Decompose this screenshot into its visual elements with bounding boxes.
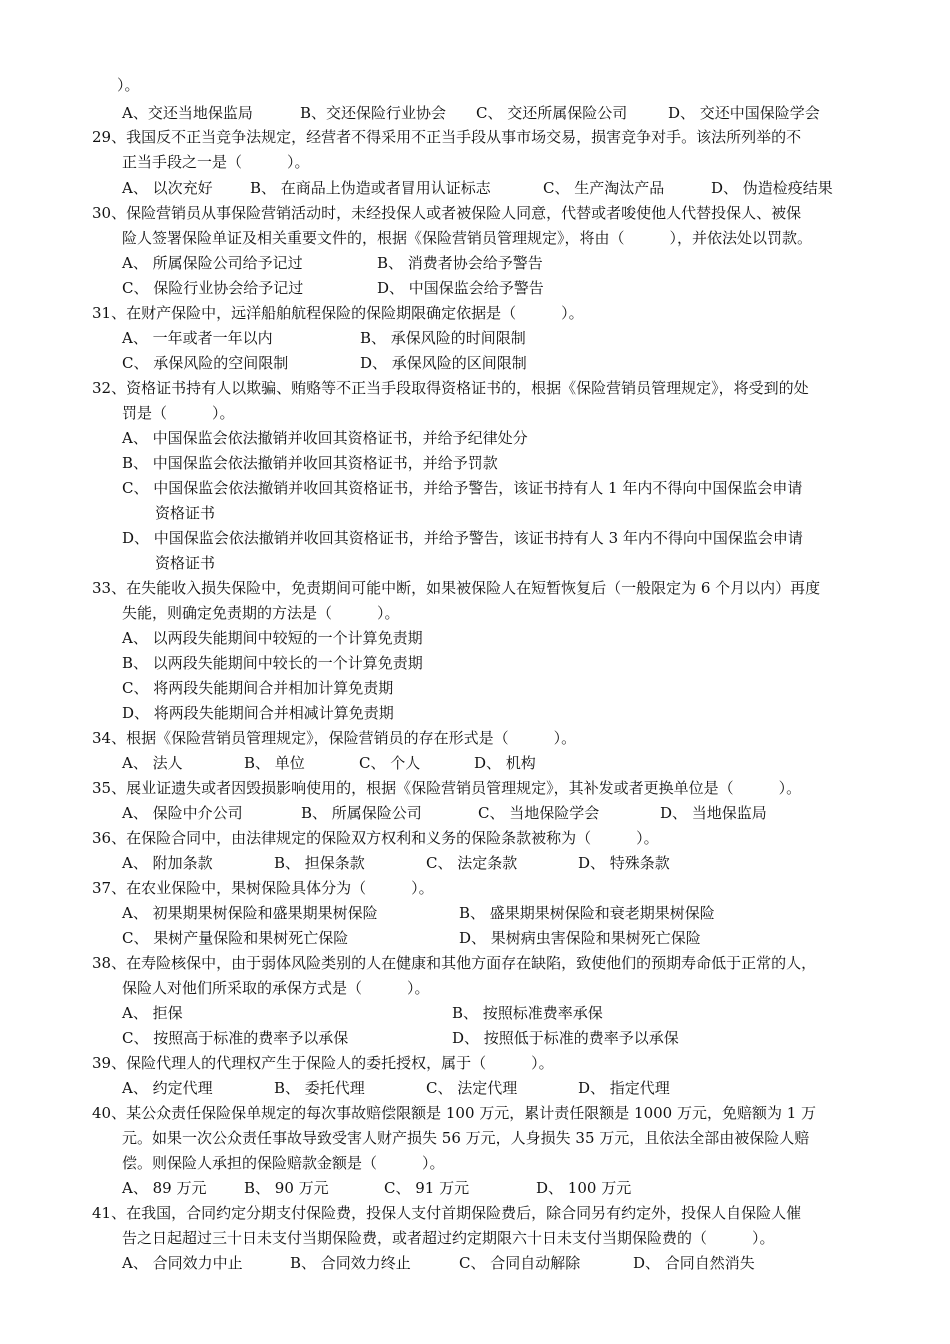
text-line: B、 按照标准费率承保 — [452, 1004, 603, 1022]
text-line: C、 按照高于标准的费率予以承保 — [122, 1029, 349, 1047]
text-line: A、 以两段失能期间中较短的一个计算免责期 — [122, 629, 423, 647]
text-line: A、 一年或者一年以内 — [122, 329, 273, 347]
text-line: C、 法定条款 — [426, 854, 518, 872]
text-line: C、 承保风险的空间限制 — [122, 354, 289, 372]
text-line: 偿。则保险人承担的保险赔款金额是（ ）。 — [122, 1154, 445, 1172]
text-line: 33、在失能收入损失保险中，免责期间可能中断，如果被保险人在短暂恢复后（一般限定为 6 个月以内）再度 — [92, 579, 821, 597]
text-line: 元。如果一次公众责任事故导致受害人财产损失 56 万元，人身损失 35 万元，且依法全部由被保险人赔 — [122, 1129, 810, 1147]
text-line: B、 单位 — [244, 754, 305, 772]
text-line: 34、根据《保险营销员管理规定》，保险营销员的存在形式是（ ）。 — [92, 729, 577, 747]
text-line: 失能，则确定免责期的方法是（ ）。 — [122, 604, 400, 622]
text-line: 35、展业证遗失或者因毁损影响使用的，根据《保险营销员管理规定》，其补发或者更换单位是（ ）。 — [92, 779, 802, 797]
text-line: 31、在财产保险中，远洋船舶航程保险的保险期限确定依据是（ ）。 — [92, 304, 584, 322]
text-line: D、 果树病虫害保险和果树死亡保险 — [459, 929, 701, 947]
text-line: D、 合同自然消失 — [633, 1254, 755, 1272]
text-line: D、 当地保监局 — [660, 804, 767, 822]
text-line: C、 个人 — [359, 754, 421, 772]
text-line: C、 当地保险学会 — [478, 804, 600, 822]
text-line: D、 中国保监会给予警告 — [377, 279, 544, 297]
text-line: 29、我国反不正当竞争法规定，经营者不得采用不正当手段从事市场交易，损害竞争对手。该法所列举的不 — [92, 128, 802, 146]
text-line: C、 91 万元 — [384, 1179, 470, 1197]
text-line: A、 所属保险公司给予记过 — [122, 254, 303, 272]
text-line: C、 合同自动解除 — [459, 1254, 581, 1272]
text-line: B、 盛果期果树保险和衰老期果树保险 — [459, 904, 715, 922]
text-line: C、 法定代理 — [426, 1079, 518, 1097]
text-line: A、 中国保监会依法撤销并收回其资格证书，并给予纪律处分 — [122, 429, 528, 447]
text-line: A、 拒保 — [122, 1004, 183, 1022]
text-line: D、 将两段失能期间合并相减计算免责期 — [122, 704, 394, 722]
text-line: B、 消费者协会给予警告 — [377, 254, 543, 272]
text-line: D、 特殊条款 — [578, 854, 670, 872]
text-line: 39、保险代理人的代理权产生于保险人的委托授权，属于（ ）。 — [92, 1054, 554, 1072]
text-line: D、 中国保监会依法撤销并收回其资格证书，并给予警告，该证书持有人 3 年内不得向中国保监会申请 — [122, 529, 803, 547]
text-line: C、 将两段失能期间合并相加计算免责期 — [122, 679, 394, 697]
text-line: 资格证书 — [155, 554, 216, 572]
text-line: A、 附加条款 — [122, 854, 213, 872]
text-line: 正当手段之一是（ ）。 — [122, 153, 310, 171]
text-line: 36、在保险合同中，由法律规定的保险双方权利和义务的保险条款被称为（ ）。 — [92, 829, 659, 847]
text-line: B、 委托代理 — [274, 1079, 365, 1097]
text-line: 32、资格证书持有人以欺骗、贿赂等不正当手段取得资格证书的，根据《保险营销员管理规定》，将受到的处 — [92, 379, 809, 397]
text-line: A、 89 万元 — [122, 1179, 207, 1197]
text-line: 40、某公众责任保险保单规定的每次事故赔偿限额是 100 万元，累计责任限额是 1000 万元，免赔额为 1 万 — [92, 1104, 817, 1122]
text-line: A、 约定代理 — [122, 1079, 213, 1097]
text-line: D、 100 万元 — [536, 1179, 632, 1197]
text-line: 37、在农业保险中，果树保险具体分为（ ）。 — [92, 879, 434, 897]
text-line: D、 交还中国保险学会 — [668, 104, 820, 122]
text-line: 41、在我国，合同约定分期支付保险费，投保人支付首期保险费后，除合同另有约定外，投保人自保险人催 — [92, 1204, 802, 1222]
text-line: B、 合同效力终止 — [290, 1254, 411, 1272]
text-line: A、 以次充好 — [122, 179, 213, 197]
text-line: 告之日起超过三十日未支付当期保险费，或者超过约定期限六十日未支付当期保险费的（ ）。 — [122, 1229, 775, 1247]
text-line: 险人签署保险单证及相关重要文件的，根据《保险营销员管理规定》，将由（ ），并依法处以罚款。 — [122, 229, 813, 247]
text-line: B、 90 万元 — [244, 1179, 329, 1197]
text-line: B、 在商品上伪造或者冒用认证标志 — [250, 179, 491, 197]
text-line: A、 法人 — [122, 754, 183, 772]
text-line: D、 伪造检疫结果 — [711, 179, 833, 197]
text-line: D、 承保风险的区间限制 — [360, 354, 527, 372]
text-line: ）。 — [117, 76, 140, 94]
text-line: B、 以两段失能期间中较长的一个计算免责期 — [122, 654, 423, 672]
text-line: B、 承保风险的时间限制 — [360, 329, 526, 347]
text-line: B、 所属保险公司 — [301, 804, 422, 822]
text-line: D、 机构 — [474, 754, 536, 772]
text-line: 38、在寿险核保中，由于弱体风险类别的人在健康和其他方面存在缺陷，致使他们的预期寿命低于正常的人， — [92, 954, 817, 972]
text-line: 资格证书 — [155, 504, 216, 522]
text-line: A、 合同效力中止 — [122, 1254, 243, 1272]
text-line: 罚是（ ）。 — [122, 404, 235, 422]
text-line: C、 中国保监会依法撤销并收回其资格证书，并给予警告，该证书持有人 1 年内不得向中国保监会申请 — [122, 479, 803, 497]
text-line: C、 生产淘汰产品 — [543, 179, 665, 197]
text-line: D、 指定代理 — [578, 1079, 670, 1097]
text-line: 30、保险营销员从事保险营销活动时，未经投保人或者被保险人同意，代替或者唆使他人代替投保人、被保 — [92, 204, 802, 222]
text-line: C、 果树产量保险和果树死亡保险 — [122, 929, 349, 947]
text-line: C、 交还所属保险公司 — [476, 104, 628, 122]
text-line: B、 担保条款 — [274, 854, 365, 872]
text-line: C、 保险行业协会给予记过 — [122, 279, 304, 297]
text-line: B、交还保险行业协会 — [300, 104, 447, 122]
text-line: A、 保险中介公司 — [122, 804, 243, 822]
text-line: B、 中国保监会依法撤销并收回其资格证书，并给予罚款 — [122, 454, 498, 472]
text-line: A、 初果期果树保险和盛果期果树保险 — [122, 904, 378, 922]
text-line: D、 按照低于标准的费率予以承保 — [452, 1029, 679, 1047]
text-line: 保险人对他们所采取的承保方式是（ ）。 — [122, 979, 430, 997]
text-line: A、交还当地保监局 — [122, 104, 253, 122]
